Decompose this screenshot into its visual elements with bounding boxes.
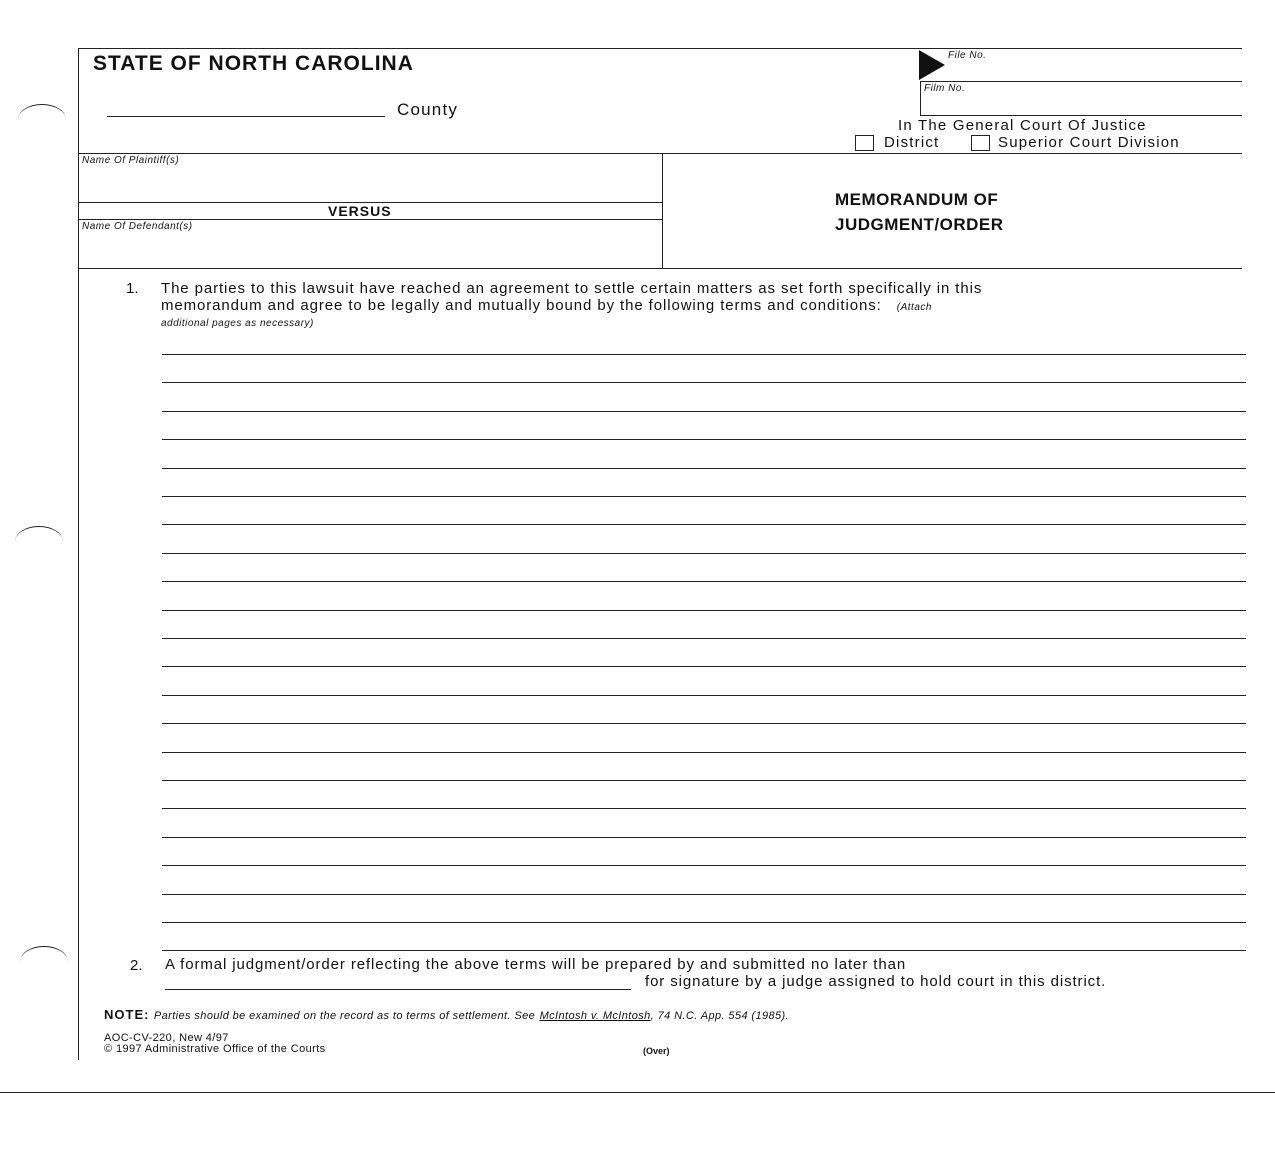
page-bottom-edge [0,1092,1275,1093]
terms-writing-line[interactable] [162,496,1246,497]
terms-writing-line[interactable] [162,922,1246,923]
form-id: AOC-CV-220, New 4/97 [104,1032,229,1044]
parties-bottom-border [78,268,1242,269]
binder-hole-middle [15,526,63,557]
terms-writing-line[interactable] [162,894,1246,895]
file-no-input-line[interactable] [920,81,1242,82]
terms-writing-line[interactable] [162,610,1246,611]
parties-divider [662,153,663,268]
settlement-note [104,1006,789,1024]
binder-hole-top [18,104,66,135]
terms-writing-line[interactable] [162,524,1246,525]
form-top-border [78,48,1242,49]
terms-writing-line[interactable] [162,666,1246,667]
copyright: © 1997 Administrative Office of the Courts [104,1043,326,1055]
terms-writing-line[interactable] [162,808,1246,809]
header-bottom-border [78,153,1242,154]
terms-writing-line[interactable] [162,950,1246,951]
terms-writing-line[interactable] [162,468,1246,469]
terms-writing-line[interactable] [162,695,1246,696]
file-no-label: File No. [948,50,987,61]
terms-writing-line[interactable] [162,553,1246,554]
item1-number: 1. [126,280,139,297]
item1-attach-note: (Attach [896,302,932,313]
binder-hole-bottom [20,946,68,977]
plaintiff-label: Name Of Plaintiff(s) [82,155,180,166]
terms-writing-line[interactable] [162,581,1246,582]
versus-label: VERSUS [328,203,392,219]
state-title: STATE OF NORTH CAROLINA [93,52,414,75]
note-citation: , 74 N.C. App. 554 (1985). [650,1010,790,1022]
film-no-input-line[interactable] [920,115,1242,116]
versus-bottom-line [78,219,662,220]
terms-writing-line[interactable] [162,780,1246,781]
county-input-line[interactable] [107,116,385,117]
terms-writing-line[interactable] [162,752,1246,753]
terms-writing-line[interactable] [162,638,1246,639]
item2-number: 2. [130,957,143,974]
note-case-name: McIntosh v. McIntosh [539,1010,651,1022]
item1-text-line1: The parties to this lawsuit have reached an agreement to settle certain matters as set forth specifically in this [161,280,983,297]
document-title-line2: JUDGMENT/ORDER [835,215,1004,234]
district-label: District [884,134,940,151]
submission-date-input-line[interactable] [165,989,631,990]
over-label: (Over) [643,1046,670,1056]
district-checkbox[interactable] [855,135,874,151]
form-left-border [78,48,79,1060]
terms-writing-line[interactable] [162,439,1246,440]
film-no-label: Film No. [924,83,966,94]
terms-writing-line[interactable] [162,354,1246,355]
file-arrow-icon [919,50,945,80]
terms-writing-line[interactable] [162,837,1246,838]
county-label: County [397,100,459,119]
film-no-left-border [920,81,921,115]
document-title-line1: MEMORANDUM OF [835,190,999,209]
note-label: NOTE: [104,1007,150,1022]
court-heading: In The General Court Of Justice [898,117,1147,134]
superior-court-label: Superior Court Division [998,134,1180,151]
item1-attach-note-line2: additional pages as necessary) [161,318,314,329]
item2-text-line1: A formal judgment/order reflecting the above terms will be prepared by and submitted no later than [165,956,907,973]
defendant-label: Name Of Defendant(s) [82,221,193,232]
item2-text-line2: for signature by a judge assigned to hold court in this district. [645,973,1107,990]
terms-writing-line[interactable] [162,382,1246,383]
terms-writing-line[interactable] [162,723,1246,724]
note-text: Parties should be examined on the record as to terms of settlement. See [153,1010,536,1022]
terms-writing-line[interactable] [162,865,1246,866]
superior-court-checkbox[interactable] [971,135,990,151]
terms-writing-line[interactable] [162,411,1246,412]
item1-text-line2: memorandum and agree to be legally and mutually bound by the following terms and conditions: (Attach [161,297,932,314]
